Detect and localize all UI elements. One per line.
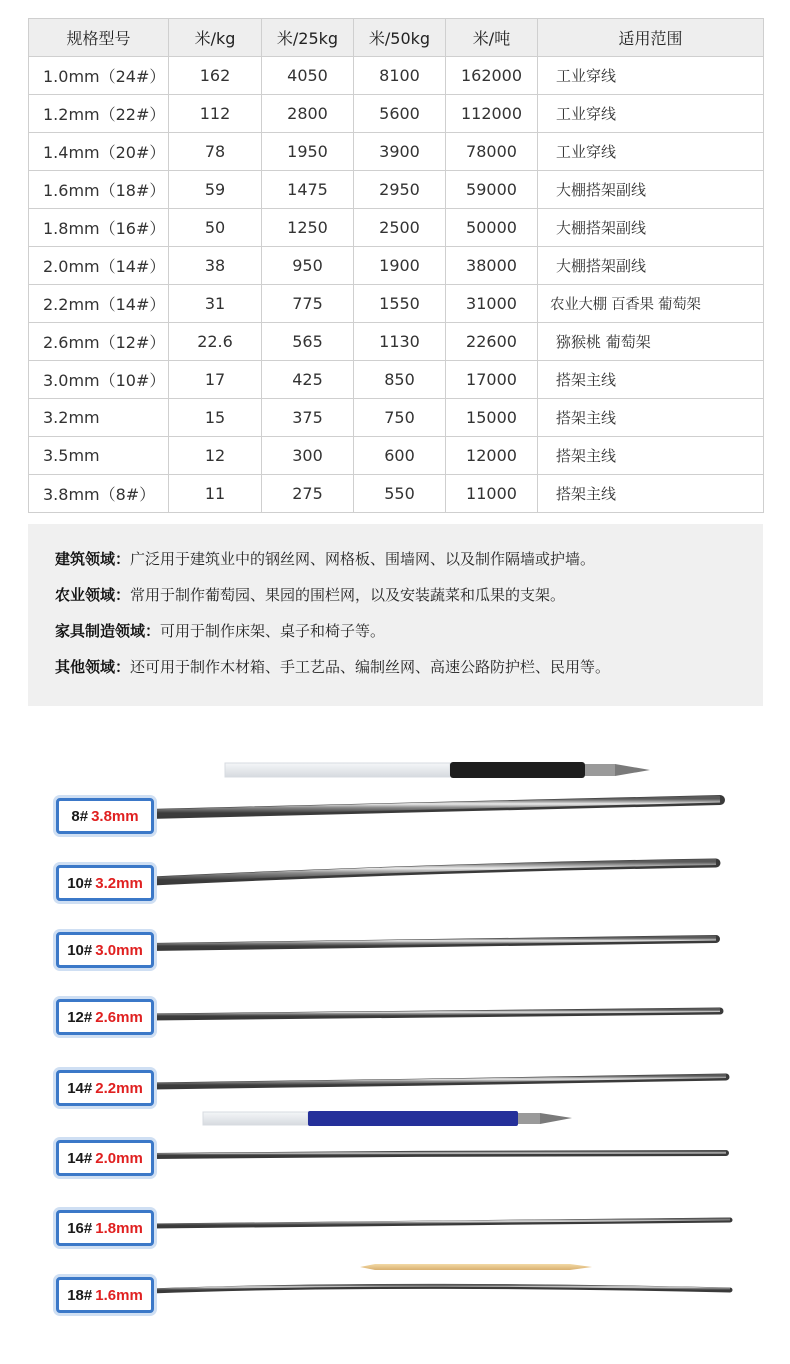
cell-m-per-kg: 22.6 bbox=[169, 323, 262, 361]
diameter-label: 3.0mm bbox=[95, 941, 143, 959]
header-m-per-50kg: 米/50kg bbox=[354, 19, 446, 57]
wire-size-tag bbox=[56, 932, 154, 968]
header-spec: 规格型号 bbox=[29, 19, 169, 57]
cell-usage: 工业穿线 bbox=[538, 95, 764, 133]
cell-m-per-ton: 112000 bbox=[446, 95, 538, 133]
cell-m-per-25kg: 375 bbox=[262, 399, 354, 437]
cell-m-per-25kg: 2800 bbox=[262, 95, 354, 133]
cell-m-per-25kg: 775 bbox=[262, 285, 354, 323]
wire-2.6mm bbox=[150, 1010, 720, 1017]
wire-sample-photo bbox=[0, 720, 790, 1360]
cell-m-per-kg: 12 bbox=[169, 437, 262, 475]
cell-m-per-kg: 15 bbox=[169, 399, 262, 437]
gauge-label: 10# bbox=[67, 941, 93, 959]
cell-spec: 3.8mm（8#） bbox=[29, 475, 169, 513]
black-pen-refill bbox=[225, 762, 650, 778]
cell-spec: 3.2mm bbox=[29, 399, 169, 437]
application-text: 常用于制作葡萄园、果园的围栏网，以及安装蔬菜和瓜果的支架。 bbox=[130, 586, 566, 604]
application-text: 还可用于制作木材箱、手工艺品、编制丝网、高速公路防护栏、民用等。 bbox=[130, 658, 611, 676]
wire-1.6mm bbox=[150, 1285, 730, 1291]
table-row bbox=[29, 399, 764, 437]
application-label: 建筑领域： bbox=[55, 550, 131, 568]
cell-usage: 大棚搭架副线 bbox=[538, 247, 764, 285]
cell-spec: 2.2mm（14#） bbox=[29, 285, 169, 323]
cell-spec: 3.5mm bbox=[29, 437, 169, 475]
table-row bbox=[29, 437, 764, 475]
table-row bbox=[29, 361, 764, 399]
cell-spec: 2.6mm（12#） bbox=[29, 323, 169, 361]
application-agriculture bbox=[55, 584, 565, 605]
cell-m-per-kg: 59 bbox=[169, 171, 262, 209]
table-row bbox=[29, 209, 764, 247]
table-row bbox=[29, 323, 764, 361]
diameter-label: 1.8mm bbox=[95, 1219, 143, 1237]
cell-m-per-50kg: 850 bbox=[354, 361, 446, 399]
application-text: 可用于制作床架、桌子和椅子等。 bbox=[160, 622, 386, 640]
cell-spec: 1.2mm（22#） bbox=[29, 95, 169, 133]
diameter-label: 2.2mm bbox=[95, 1079, 143, 1097]
application-construction bbox=[55, 548, 595, 569]
cell-usage: 农业大棚 百香果 葡萄架 bbox=[538, 285, 764, 323]
cell-m-per-ton: 162000 bbox=[446, 57, 538, 95]
cell-m-per-50kg: 550 bbox=[354, 475, 446, 513]
header-m-per-25kg: 米/25kg bbox=[262, 19, 354, 57]
cell-m-per-ton: 78000 bbox=[446, 133, 538, 171]
gauge-label: 10# bbox=[67, 874, 93, 892]
application-label: 家具制造领域： bbox=[55, 622, 161, 640]
cell-m-per-kg: 50 bbox=[169, 209, 262, 247]
table-row bbox=[29, 133, 764, 171]
cell-m-per-kg: 112 bbox=[169, 95, 262, 133]
table-body bbox=[29, 57, 764, 513]
cell-usage: 搭架主线 bbox=[538, 399, 764, 437]
table-header-row bbox=[29, 19, 764, 57]
header-m-per-kg: 米/kg bbox=[169, 19, 262, 57]
table-row bbox=[29, 247, 764, 285]
wire-3.8mm bbox=[148, 799, 720, 814]
cell-m-per-25kg: 1475 bbox=[262, 171, 354, 209]
cell-m-per-50kg: 2950 bbox=[354, 171, 446, 209]
application-label: 其他领域： bbox=[55, 658, 131, 676]
gauge-label: 14# bbox=[67, 1079, 93, 1097]
gauge-label: 16# bbox=[67, 1219, 93, 1237]
toothpick bbox=[360, 1264, 592, 1270]
cell-m-per-25kg: 950 bbox=[262, 247, 354, 285]
cell-usage: 搭架主线 bbox=[538, 475, 764, 513]
gauge-label: 18# bbox=[67, 1286, 93, 1304]
application-label: 农业领域： bbox=[55, 586, 131, 604]
wire-size-tag bbox=[56, 1140, 154, 1176]
table-row bbox=[29, 171, 764, 209]
header-m-per-ton: 米/吨 bbox=[446, 19, 538, 57]
cell-m-per-ton: 11000 bbox=[446, 475, 538, 513]
cell-usage: 猕猴桃 葡萄架 bbox=[538, 323, 764, 361]
cell-m-per-ton: 17000 bbox=[446, 361, 538, 399]
blue-pen-refill bbox=[203, 1111, 572, 1126]
gauge-label: 14# bbox=[67, 1149, 93, 1167]
gauge-label: 8# bbox=[71, 807, 89, 825]
cell-m-per-25kg: 275 bbox=[262, 475, 354, 513]
gauge-label: 12# bbox=[67, 1008, 93, 1026]
cell-m-per-25kg: 425 bbox=[262, 361, 354, 399]
cell-m-per-50kg: 600 bbox=[354, 437, 446, 475]
cell-m-per-ton: 15000 bbox=[446, 399, 538, 437]
cell-m-per-25kg: 565 bbox=[262, 323, 354, 361]
table-row bbox=[29, 285, 764, 323]
cell-usage: 大棚搭架副线 bbox=[538, 171, 764, 209]
cell-m-per-ton: 38000 bbox=[446, 247, 538, 285]
cell-usage: 工业穿线 bbox=[538, 133, 764, 171]
spec-table bbox=[28, 18, 764, 513]
cell-m-per-50kg: 2500 bbox=[354, 209, 446, 247]
wire-size-tag bbox=[56, 1277, 154, 1313]
cell-m-per-50kg: 3900 bbox=[354, 133, 446, 171]
wire-1.8mm bbox=[152, 1219, 730, 1226]
application-box bbox=[28, 524, 763, 706]
cell-usage: 搭架主线 bbox=[538, 437, 764, 475]
cell-spec: 3.0mm（10#） bbox=[29, 361, 169, 399]
diameter-label: 2.6mm bbox=[95, 1008, 143, 1026]
wire-size-tag bbox=[56, 1070, 154, 1106]
cell-m-per-ton: 31000 bbox=[446, 285, 538, 323]
table-row bbox=[29, 57, 764, 95]
header-usage: 适用范围 bbox=[538, 19, 764, 57]
cell-m-per-50kg: 1550 bbox=[354, 285, 446, 323]
application-other bbox=[55, 656, 610, 677]
cell-m-per-kg: 78 bbox=[169, 133, 262, 171]
cell-spec: 1.8mm（16#） bbox=[29, 209, 169, 247]
cell-spec: 2.0mm（14#） bbox=[29, 247, 169, 285]
cell-m-per-25kg: 4050 bbox=[262, 57, 354, 95]
cell-spec: 1.6mm（18#） bbox=[29, 171, 169, 209]
cell-m-per-ton: 50000 bbox=[446, 209, 538, 247]
wire-size-tag bbox=[56, 1210, 154, 1246]
wire-2.0mm bbox=[152, 1152, 726, 1156]
wire-3.0mm bbox=[150, 938, 716, 947]
wire-2.2mm bbox=[152, 1076, 726, 1086]
application-furniture bbox=[55, 620, 385, 641]
cell-m-per-25kg: 300 bbox=[262, 437, 354, 475]
wire-3.2mm bbox=[152, 862, 716, 881]
wire-size-tag bbox=[56, 865, 154, 901]
cell-m-per-25kg: 1950 bbox=[262, 133, 354, 171]
cell-m-per-50kg: 1130 bbox=[354, 323, 446, 361]
cell-m-per-50kg: 8100 bbox=[354, 57, 446, 95]
cell-m-per-kg: 31 bbox=[169, 285, 262, 323]
cell-spec: 1.4mm（20#） bbox=[29, 133, 169, 171]
cell-usage: 工业穿线 bbox=[538, 57, 764, 95]
cell-spec: 1.0mm（24#） bbox=[29, 57, 169, 95]
cell-m-per-kg: 162 bbox=[169, 57, 262, 95]
application-text: 广泛用于建筑业中的钢丝网、网格板、围墙网、以及制作隔墙或护墙。 bbox=[130, 550, 596, 568]
cell-m-per-kg: 17 bbox=[169, 361, 262, 399]
cell-usage: 大棚搭架副线 bbox=[538, 209, 764, 247]
cell-m-per-ton: 12000 bbox=[446, 437, 538, 475]
cell-m-per-kg: 38 bbox=[169, 247, 262, 285]
cell-m-per-50kg: 5600 bbox=[354, 95, 446, 133]
wire-size-tag bbox=[56, 999, 154, 1035]
cell-usage: 搭架主线 bbox=[538, 361, 764, 399]
cell-m-per-ton: 22600 bbox=[446, 323, 538, 361]
cell-m-per-50kg: 1900 bbox=[354, 247, 446, 285]
table-row bbox=[29, 475, 764, 513]
cell-m-per-50kg: 750 bbox=[354, 399, 446, 437]
diameter-label: 3.8mm bbox=[91, 807, 139, 825]
cell-m-per-25kg: 1250 bbox=[262, 209, 354, 247]
cell-m-per-kg: 11 bbox=[169, 475, 262, 513]
diameter-label: 3.2mm bbox=[95, 874, 143, 892]
diameter-label: 1.6mm bbox=[95, 1286, 143, 1304]
table-row bbox=[29, 95, 764, 133]
wire-size-tag bbox=[56, 798, 154, 834]
diameter-label: 2.0mm bbox=[95, 1149, 143, 1167]
cell-m-per-ton: 59000 bbox=[446, 171, 538, 209]
